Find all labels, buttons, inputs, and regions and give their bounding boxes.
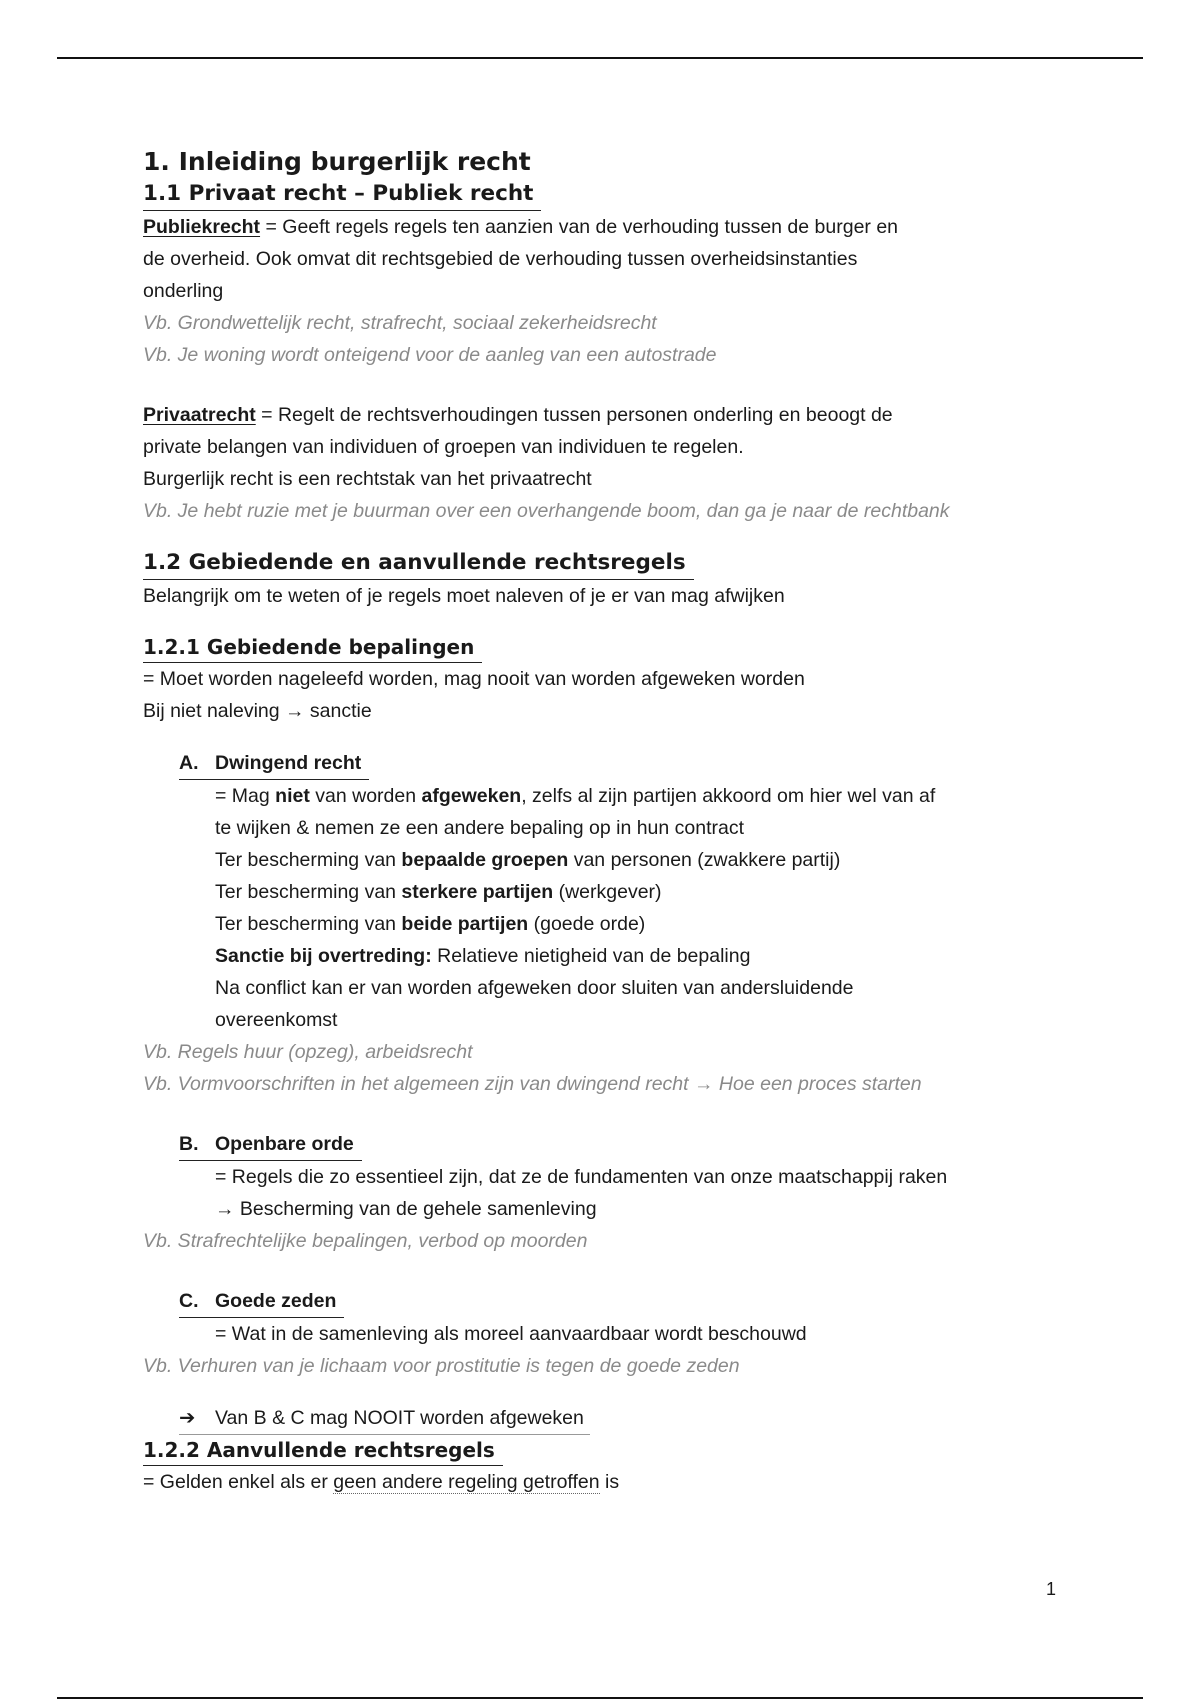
section-1-2-1-definition: = Moet worden nageleefd worden, mag nooit van worden afgeweken worden bbox=[143, 668, 805, 690]
example-text: Vb. Vormvoorschriften in het algemeen zijn van dwingend recht → Hoe een proces starten bbox=[143, 1073, 922, 1095]
arrow-bullet-icon: ➔ bbox=[179, 1407, 196, 1429]
subsection-c-title: C. Goede zeden bbox=[179, 1285, 344, 1318]
dwingend-line-3: Ter bescherming van bepaalde groepen van personen (zwakkere partij) bbox=[215, 849, 841, 871]
section-1-2-1-sanction: Bij niet naleving → sanctie bbox=[143, 700, 372, 722]
goede-zeden-line-1: = Wat in de samenleving als moreel aanvaardbaar wordt beschouwd bbox=[215, 1323, 807, 1345]
footer-rule bbox=[57, 1697, 1143, 1699]
dwingend-line-4: Ter bescherming van sterkere partijen (werkgever) bbox=[215, 881, 662, 903]
section-1-2-intro: Belangrijk om te weten of je regels moet naleven of je er van mag afwijken bbox=[143, 585, 785, 607]
section-1-2-title: 1.2 Gebiedende en aanvullende rechtsregels bbox=[143, 547, 694, 580]
publiekrecht-line-3: onderling bbox=[143, 280, 224, 302]
arrow-icon: → bbox=[694, 1073, 714, 1095]
privaatrecht-definition: Privaatrecht = Regelt de rechtsverhoudingen tussen personen onderling en beoogt de bbox=[143, 404, 893, 426]
example-text: Vb. Strafrechtelijke bepalingen, verbod op moorden bbox=[143, 1230, 588, 1252]
dwingend-line-2: te wijken & nemen ze een andere bepaling op in hun contract bbox=[215, 817, 745, 839]
dwingend-line-7: Na conflict kan er van worden afgeweken door sluiten van andersluidende bbox=[215, 977, 854, 999]
dwingend-line-5: Ter bescherming van beide partijen (goede orde) bbox=[215, 913, 646, 935]
dwingend-line-8: overeenkomst bbox=[215, 1009, 338, 1031]
subsection-a-title: A. Dwingend recht bbox=[179, 747, 369, 780]
section-1-2-2-definition: = Gelden enkel als er geen andere regeling getroffen is bbox=[143, 1471, 620, 1493]
section-1-1-title: 1.1 Privaat recht – Publiek recht bbox=[143, 178, 541, 211]
privaatrecht-line-3: Burgerlijk recht is een rechtstak van het privaatrecht bbox=[143, 468, 592, 490]
openbare-orde-line-1: = Regels die zo essentieel zijn, dat ze de fundamenten van onze maatschappij raken bbox=[215, 1166, 948, 1188]
publiekrecht-definition: Publiekrecht = Geeft regels regels ten aanzien van de verhouding tussen de burger en bbox=[143, 216, 899, 238]
subsection-b-title: B. Openbare orde bbox=[179, 1128, 362, 1161]
example-text: Vb. Je woning wordt onteigend voor de aanleg van een autostrade bbox=[143, 344, 717, 366]
example-text: Vb. Grondwettelijk recht, strafrecht, sociaal zekerheidsrecht bbox=[143, 312, 657, 334]
dwingend-line-1: = Mag niet van worden afgeweken, zelfs al zijn partijen akkoord om hier wel van af bbox=[215, 785, 936, 807]
publiekrecht-term: Publiekrecht bbox=[143, 216, 261, 238]
chapter-title: 1. Inleiding burgerlijk recht bbox=[143, 147, 531, 176]
privaatrecht-term: Privaatrecht bbox=[143, 404, 256, 426]
document-page bbox=[143, 146, 1083, 1498]
dwingend-line-6: Sanctie bij overtreding: Relatieve nietigheid van de bepaling bbox=[215, 945, 751, 967]
arrow-icon: → bbox=[285, 700, 305, 722]
example-text: Vb. Verhuren van je lichaam voor prostitutie is tegen de goede zeden bbox=[143, 1355, 740, 1377]
example-text: Vb. Je hebt ruzie met je buurman over een overhangende boom, dan ga je naar de rechtbank bbox=[143, 500, 950, 522]
privaatrecht-line-2: private belangen van individuen of groepen van individuen te regelen. bbox=[143, 436, 744, 458]
header-rule bbox=[57, 57, 1143, 59]
section-1-2-2-title: 1.2.2 Aanvullende rechtsregels bbox=[143, 1435, 503, 1466]
openbare-orde-line-2: → Bescherming van de gehele samenleving bbox=[215, 1198, 597, 1220]
section-1-2-1-title: 1.2.1 Gebiedende bepalingen bbox=[143, 632, 482, 663]
arrow-icon: → bbox=[215, 1198, 235, 1220]
page-number: 1 bbox=[1046, 1579, 1057, 1599]
example-text: Vb. Regels huur (opzeg), arbeidsrecht bbox=[143, 1041, 473, 1063]
conclusion-line: ➔ Van B & C mag NOOIT worden afgeweken bbox=[179, 1402, 590, 1435]
publiekrecht-line-2: de overheid. Ook omvat dit rechtsgebied de verhouding tussen overheidsinstanties bbox=[143, 248, 858, 270]
